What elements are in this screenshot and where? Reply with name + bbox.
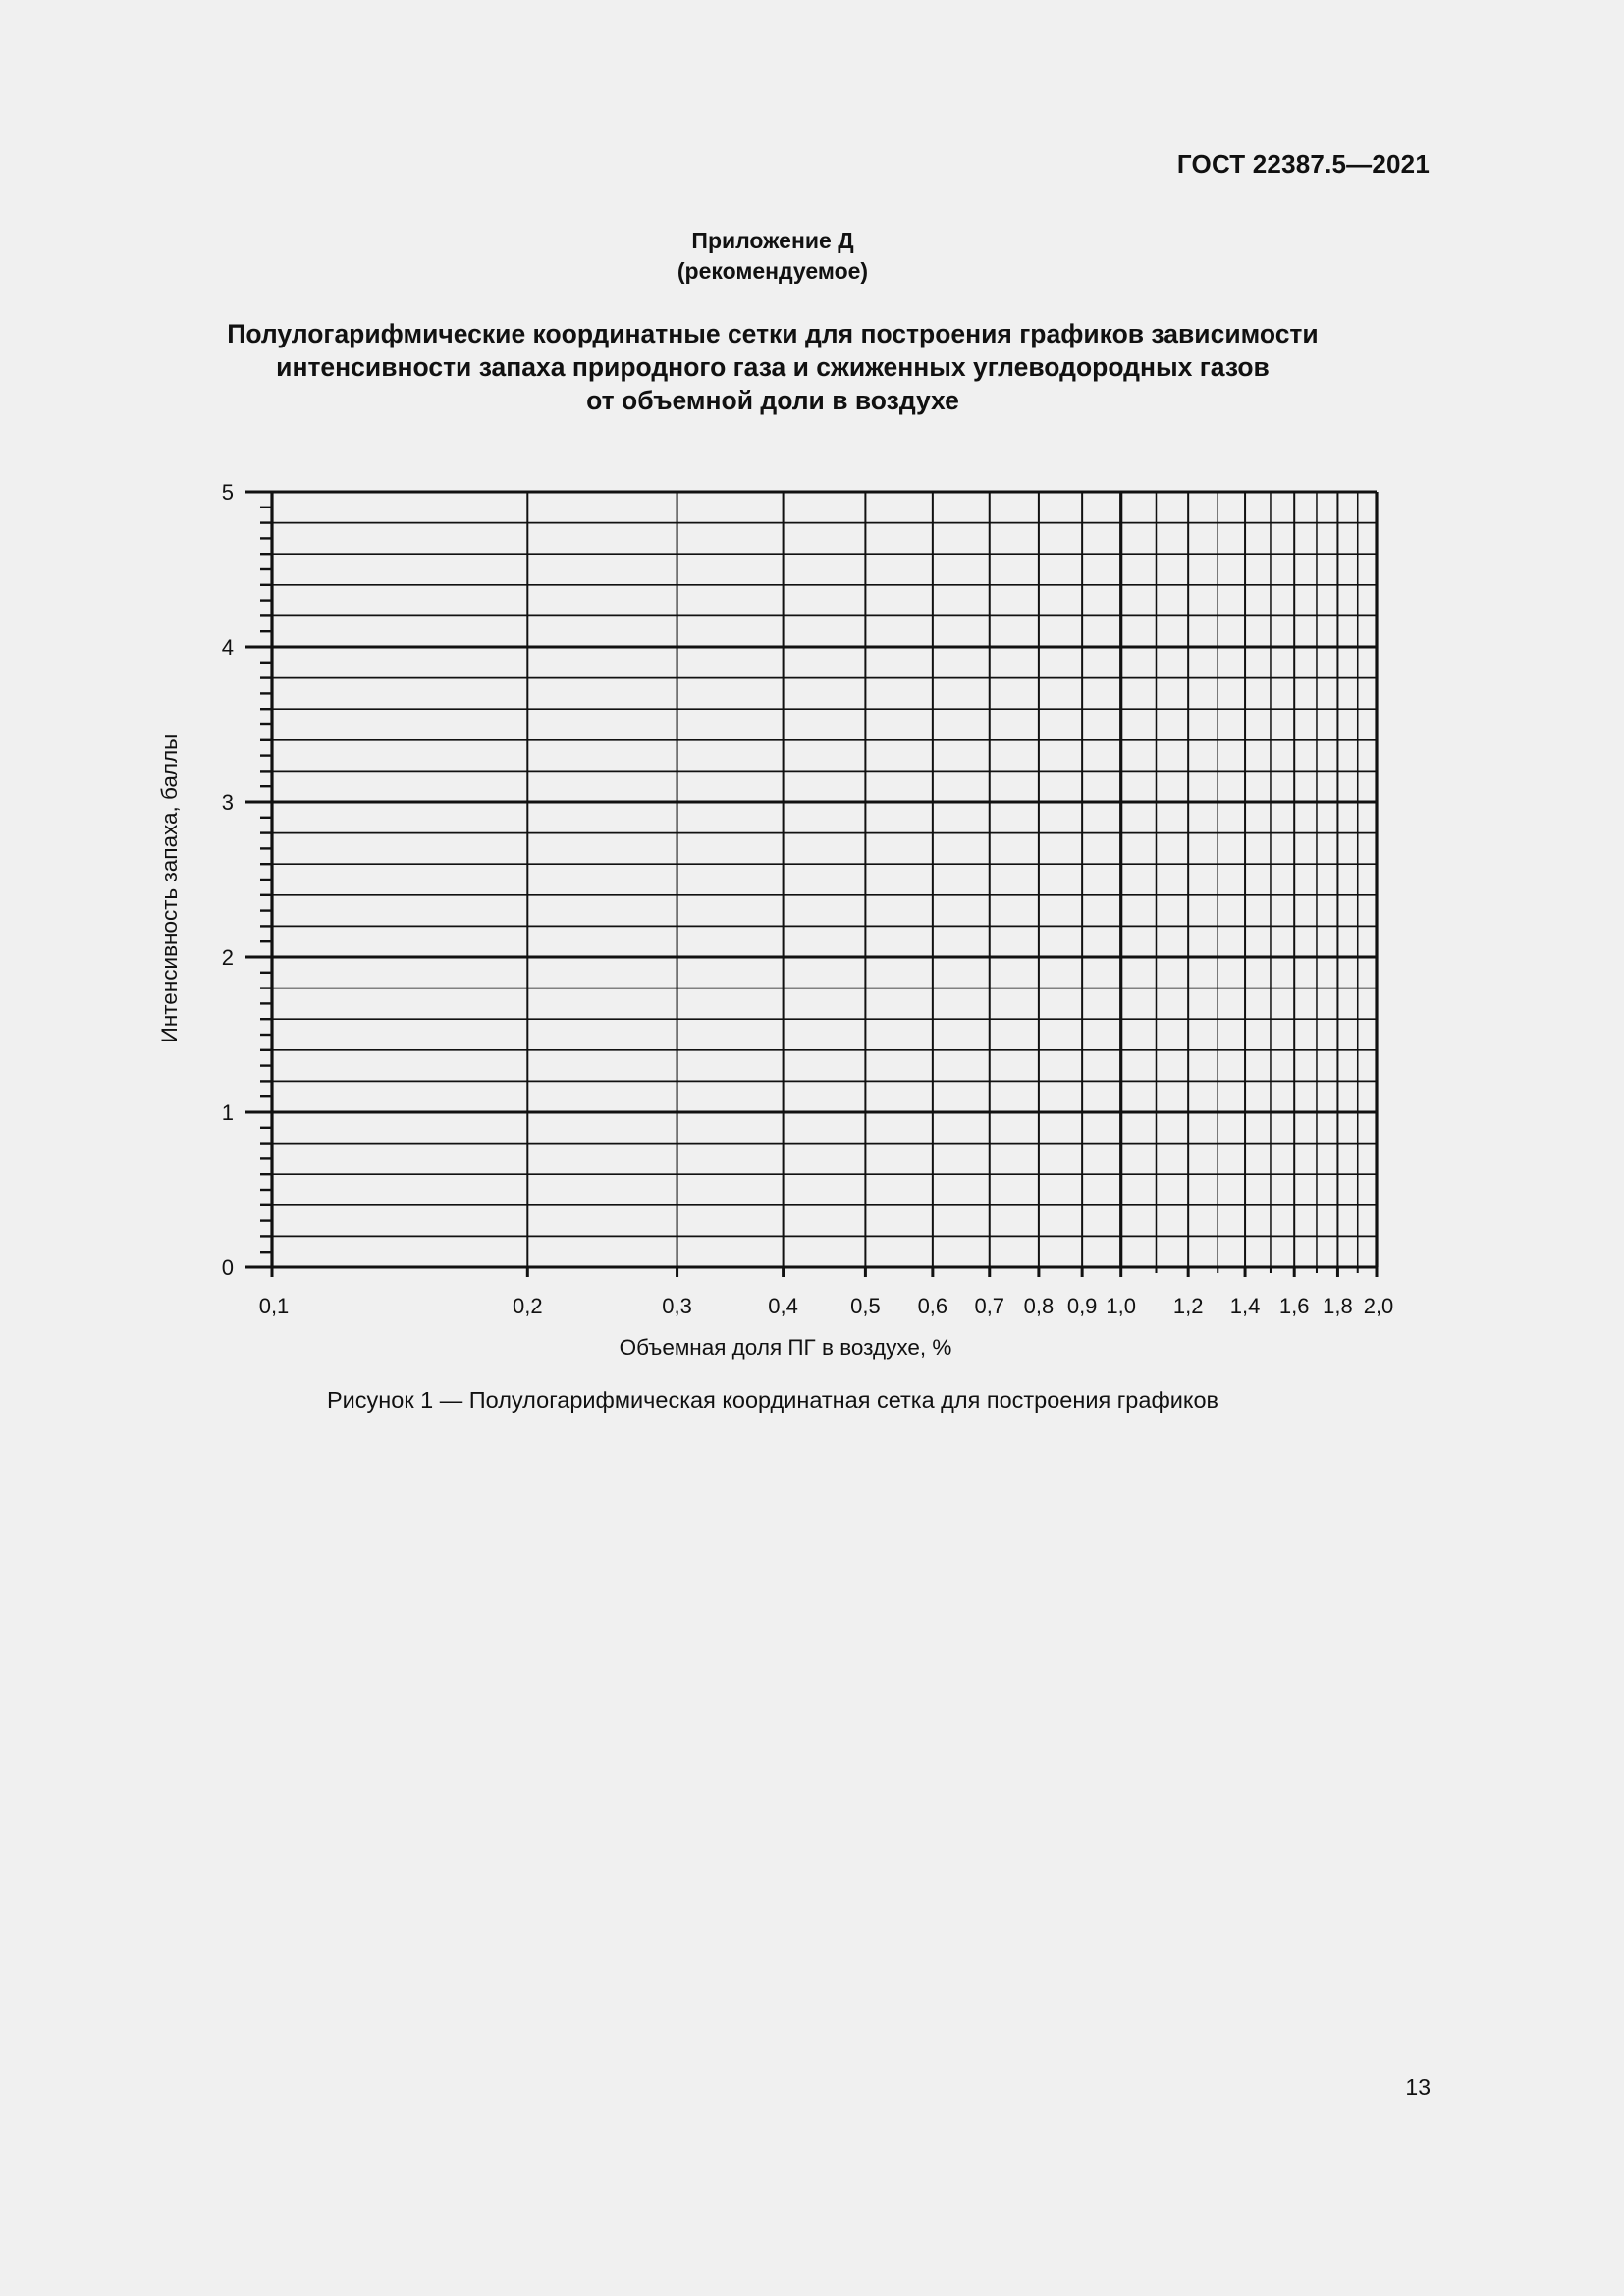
section-title-line-1: Полулогарифмические координатные сетки для построения графиков зависимости [227, 319, 1319, 348]
document-number: ГОСТ 22387.5—2021 [1176, 149, 1430, 179]
y-tick-label: 2 [221, 945, 234, 970]
axis-ticks [245, 492, 1377, 1277]
x-tick-label: 1,4 [1229, 1294, 1261, 1318]
x-tick-label: 0,7 [974, 1294, 1005, 1318]
appendix-status: (рекомендуемое) [677, 258, 869, 284]
x-tick-label: 0,8 [1023, 1294, 1055, 1318]
y-axis-title: Интенсивность запаха, баллы [157, 733, 182, 1043]
section-title-line-3: от объемной доли в воздухе [586, 386, 959, 415]
grid-lines [272, 492, 1377, 1267]
y-tick-label: 1 [221, 1100, 234, 1125]
y-tick-labels [222, 480, 234, 1280]
y-tick-label: 3 [221, 790, 234, 815]
x-tick-label: 1,2 [1172, 1294, 1204, 1318]
x-tick-label: 1,0 [1106, 1294, 1136, 1318]
x-tick-label: 2,0 [1363, 1294, 1394, 1318]
x-tick-label: 1,6 [1278, 1294, 1310, 1318]
x-tick-label: 0,2 [513, 1294, 543, 1318]
page-number: 13 [1405, 2074, 1431, 2100]
y-tick-label: 0 [221, 1255, 234, 1280]
x-tick-label: 0,3 [662, 1294, 692, 1318]
figure-caption: Рисунок 1 — Полулогарифмическая координатная сетка для построения графиков [326, 1387, 1219, 1413]
x-tick-label: 0,5 [850, 1294, 881, 1318]
x-tick-label: 0,4 [768, 1294, 798, 1318]
appendix-label: Приложение Д [691, 228, 854, 253]
x-tick-label: 0,9 [1066, 1294, 1098, 1318]
y-tick-label: 4 [221, 635, 234, 660]
x-tick-label: 1,8 [1323, 1294, 1353, 1318]
x-tick-label: 0,6 [917, 1294, 948, 1318]
y-tick-label: 5 [221, 480, 234, 505]
x-axis-title: Объемная доля ПГ в воздухе, % [619, 1335, 952, 1360]
x-tick-label: 0,1 [258, 1294, 290, 1318]
section-title-line-2: интенсивности запаха природного газа и сжиженных углеводородных газов [276, 352, 1270, 382]
x-tick-labels [259, 1294, 1394, 1318]
